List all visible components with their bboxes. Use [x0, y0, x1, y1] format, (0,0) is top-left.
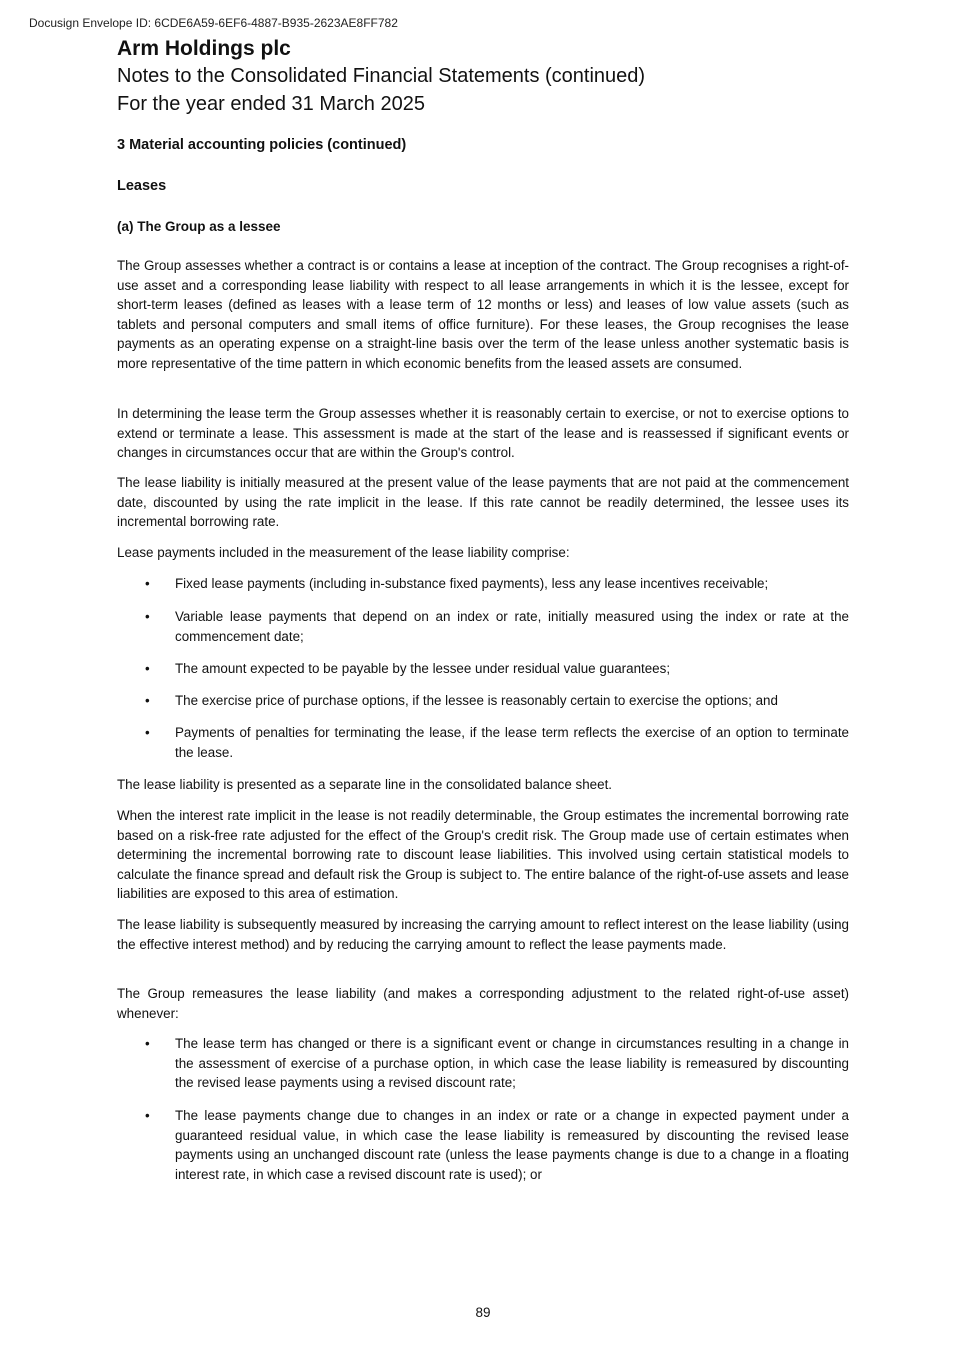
page-number: 89 [475, 1305, 491, 1320]
list-item: • The lease term has changed or there is a significant event or change in circumstances resulting in a change in the assessment of exercise of a purchase option, in which case the lease liability is remeasured by discounting the revised lease payments using a revised discount rate; [145, 1036, 849, 1091]
bullet: • [145, 1036, 150, 1051]
document-title: Notes to the Consolidated Financial Statements (continued) [117, 65, 646, 87]
list-item: • Payments of penalties for terminating the lease, if the lease term reflects the exercise of an option to terminate the lease. [145, 725, 849, 760]
section-heading: 3 Material accounting policies (continued) [117, 137, 407, 153]
bullet: • [145, 725, 150, 740]
bullet: • [145, 1108, 150, 1123]
paragraph: The Group assesses whether a contract is or contains a lease at inception of the contract. The Group recognises a right-of-use asset and a corresponding lease liability with respect to all lease arrangements in which it is the lessee, except for short-term leases (defined as leases with a lease term of 12 months or less) and leases of low value assets (such as tablets and personal computers and small items of office furniture). For these leases, the Group recognises the lease payments as an operating expense on a straight-line basis over the term of the lease unless another systematic basis is more representative of the time pattern in which economic benefits from the leased assets are consumed. [117, 258, 849, 371]
subsubheading: (a) The Group as a lessee [117, 219, 281, 234]
document-period: For the year ended 31 March 2025 [117, 93, 425, 115]
paragraph: Lease payments included in the measurement of the lease liability comprise: [117, 545, 570, 560]
bullet: • [145, 576, 150, 591]
subheading: Leases [117, 178, 167, 194]
paragraph: The lease liability is presented as a separate line in the consolidated balance sheet. [117, 777, 613, 792]
bullet: • [145, 661, 150, 676]
paragraph: In determining the lease term the Group assesses whether it is reasonably certain to exercise, or not to exercise options to extend or terminate a lease. This assessment is made at the start of the lease and is reassessed if significant events or changes in circumstances occur that are within the Group's control. [117, 406, 849, 461]
list-item: • The exercise price of purchase options, if the lessee is reasonably certain to exercise the options; and [117, 691, 849, 711]
paragraph: The Group remeasures the lease liability (and makes a corresponding adjustment to the related right-of-use asset) whenever: [117, 986, 849, 1021]
list-item: • The lease payments change due to changes in an index or rate or a change in expected payment under a guaranteed residual value, in which case the lease liability is remeasured by discounting the revised lease payments using an unchanged discount rate (unless the lease payments change is due to a change in a floating interest rate, in which case a revised discount rate is used); or [145, 1108, 849, 1182]
company-name: Arm Holdings plc [117, 37, 291, 60]
bullet: • [145, 609, 150, 624]
bullet: • [145, 693, 150, 708]
list-item: • Variable lease payments that depend on an index or rate, initially measured using the index or rate at the commencement date; [145, 609, 849, 644]
envelope-id: Docusign Envelope ID: 6CDE6A59-6EF6-4887-B935-2623AE8FF782 [29, 16, 398, 30]
paragraph: When the interest rate implicit in the lease is not readily determinable, the Group estimates the incremental borrowing rate based on a risk-free rate adjusted for the effect of the Group's credit risk. The Group made use of certain estimates when determining the incremental borrowing rate to discount lease liabilities. This involved using certain statistical models to calculate the finance spread and default risk the Group is subject to. The entire balance of the right-of-use assets and lease liabilities are exposed to this area of estimation. [117, 808, 849, 902]
paragraph: The lease liability is subsequently measured by increasing the carrying amount to reflect interest on the lease liability (using the effective interest method) and by reducing the carrying amount to reflect the lease payments made. [117, 917, 849, 952]
list-item: • Fixed lease payments (including in-substance fixed payments), less any lease incentives receivable; [117, 574, 849, 594]
paragraph: The lease liability is initially measured at the present value of the lease payments that are not paid at the commencement date, discounted by using the rate implicit in the lease. If this rate cannot be readily determined, the lessee uses its incremental borrowing rate. [117, 475, 849, 530]
list-item: • The amount expected to be payable by the lessee under residual value guarantees; [117, 659, 849, 679]
